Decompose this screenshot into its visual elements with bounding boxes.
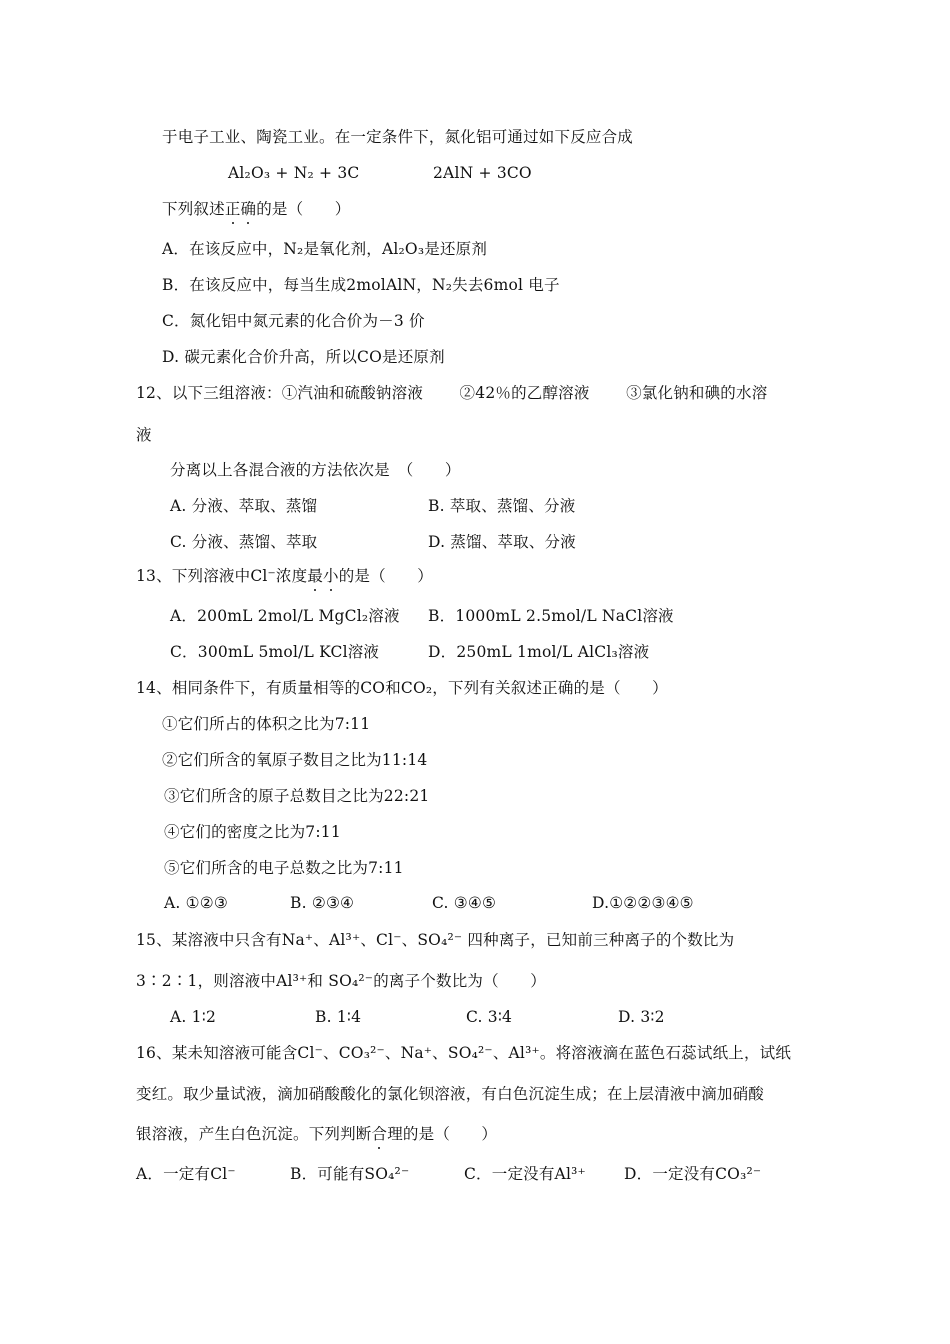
q13-option-d: D．250mL 1mol/L AlCl₃溶液	[428, 643, 650, 661]
q12-stem-continued: 液	[136, 426, 152, 444]
q14-option-b: B. ②③④	[290, 894, 355, 912]
q14-option-c: C. ③④⑤	[432, 894, 497, 912]
q12-stem: 12、以下三组溶液：①汽油和硫酸钠溶液 ②42％的乙醇溶液 ③氯化钠和碘的水溶	[136, 384, 768, 402]
q13-emphasis-char: 小	[323, 567, 339, 585]
q12-substem: 分离以上各混合液的方法依次是 （ ）	[170, 461, 461, 479]
q11-emphasis-char: 正	[224, 200, 241, 218]
q12-option-c: C. 分液、蒸馏、萃取	[170, 533, 318, 551]
q15-stem: 15、某溶液中只含有Na⁺、Al³⁺、Cl⁻、SO₄²⁻ 四种离子，已知前三种离子的个数比为	[136, 931, 735, 949]
q11-stem-text-b: 的是（ ）	[256, 200, 351, 218]
q14-item: ①它们所占的体积之比为7:11	[162, 715, 371, 733]
q16-emphasis-char: 合	[371, 1125, 388, 1143]
q14-stem: 14、相同条件下，有质量相等的CO和CO₂，下列有关叙述正确的是（ ）	[136, 679, 668, 697]
q16-stem-text-b: 理的是（ ）	[387, 1125, 498, 1143]
q16-option-c: C．一定没有Al³⁺	[464, 1165, 586, 1183]
q11-option-b: B．在该反应中，每当生成2molAlN，N₂失去6mol 电子	[162, 276, 560, 294]
q14-item: ④它们的密度之比为7:11	[164, 823, 341, 841]
q15-option-a: A. 1∶2	[170, 1008, 217, 1026]
q13-option-b: B．1000mL 2.5mol/L NaCl溶液	[428, 607, 674, 625]
q11-stem-text-a: 下列叙述	[162, 200, 225, 218]
q16-stem-line1: 16、某未知溶液可能含Cl⁻、CO₃²⁻、Na⁺、SO₄²⁻、Al³⁺。将溶液滴在蓝色石蕊试纸上，试纸	[136, 1044, 792, 1062]
q14-option-d: D.①②②③④⑤	[592, 894, 694, 912]
q13-stem	[136, 566, 433, 586]
q16-option-b: B．可能有SO₄²⁻	[290, 1165, 410, 1183]
q11-option-a: A．在该反应中，N₂是氧化剂，Al₂O₃是还原剂	[162, 240, 488, 258]
q15-stem-continued: 3∶2∶1，则溶液中Al³⁺和 SO₄²⁻的离子个数比为（ ）	[136, 972, 546, 990]
q13-stem-text-b: 的是（ ）	[338, 567, 433, 585]
q12-option-d: D. 蒸馏、萃取、分液	[428, 533, 576, 551]
q14-option-a: A. ①②③	[164, 894, 228, 912]
q13-emphasis-char: 最	[307, 567, 324, 585]
q13-option-c: C．300mL 5mol/L KCl溶液	[170, 643, 380, 661]
q11-stem	[162, 199, 350, 219]
q16-option-d: D．一定没有CO₃²⁻	[624, 1165, 762, 1183]
q15-option-c: C. 3∶4	[466, 1008, 513, 1026]
q14-item: ②它们所含的氧原子数目之比为11:14	[162, 751, 428, 769]
q16-stem-line3	[136, 1124, 497, 1144]
q15-option-b: B. 1∶4	[315, 1008, 362, 1026]
q12-option-a: A. 分液、萃取、蒸馏	[170, 497, 318, 515]
q13-option-a: A．200mL 2mol/L MgCl₂溶液	[170, 607, 400, 625]
q16-stem-line2: 变红。取少量试液，滴加硝酸酸化的氯化钡溶液，有白色沉淀生成；在上层清液中滴加硝酸	[136, 1085, 765, 1103]
q12-option-b: B. 萃取、蒸馏、分液	[428, 497, 576, 515]
q11-option-c: C．氮化铝中氮元素的化合价为－3 价	[162, 312, 425, 330]
q11-intro: 于电子工业、陶瓷工业。在一定条件下，氮化铝可通过如下反应合成	[162, 128, 634, 146]
q14-item: ③它们所含的原子总数目之比为22:21	[164, 787, 430, 805]
q11-option-d: D. 碳元素化合价升高，所以CO是还原剂	[162, 348, 445, 366]
q11-emphasis-char: 确	[240, 200, 257, 218]
q14-item: ⑤它们所含的电子总数之比为7:11	[164, 859, 404, 877]
q11-equation-left: Al₂O₃ + N₂ + 3C	[228, 164, 360, 182]
q13-stem-text-a: 13、下列溶液中Cl⁻浓度	[136, 567, 308, 585]
q16-stem-text-a: 银溶液，产生白色沉淀。下列判断	[136, 1125, 372, 1143]
q16-option-a: A．一定有Cl⁻	[136, 1165, 236, 1183]
q11-equation-right: 2AlN + 3CO	[433, 164, 532, 182]
q15-option-d: D. 3∶2	[618, 1008, 665, 1026]
